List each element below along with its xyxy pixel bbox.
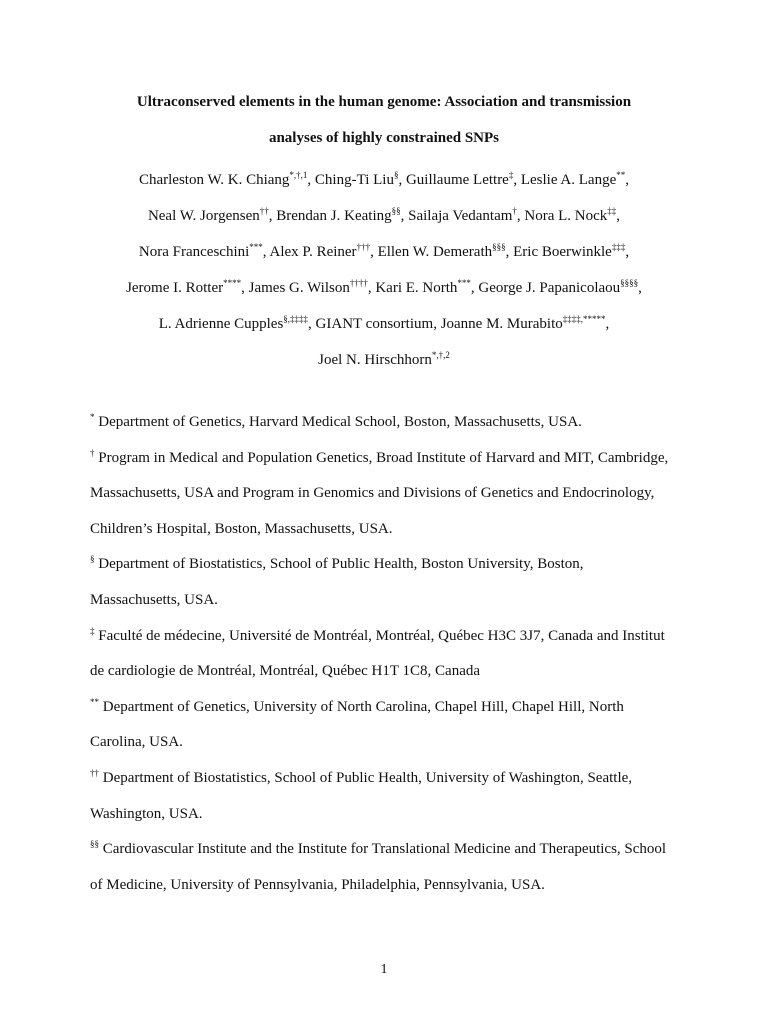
author-affiliation-marker: ††† bbox=[356, 242, 371, 252]
author-name: George J. Papanicolaou bbox=[478, 280, 621, 296]
affiliation bbox=[90, 405, 690, 441]
author-affiliation-marker: *,†,2 bbox=[431, 350, 450, 360]
author-affiliation-marker: †††† bbox=[349, 278, 368, 288]
affiliation-line bbox=[90, 405, 690, 441]
author-affiliation-marker: *** bbox=[249, 242, 263, 252]
affiliation-line bbox=[90, 547, 690, 583]
affiliation-line bbox=[90, 832, 690, 868]
affiliation-text: Program in Medical and Population Genetics, Broad Institute of Harvard and MIT, Cambridge, bbox=[98, 449, 669, 466]
author-separator: , bbox=[398, 172, 406, 188]
affiliation-text: Department of Genetics, Harvard Medical School, Boston, Massachusetts, USA. bbox=[98, 414, 582, 430]
author-separator: , bbox=[616, 208, 621, 224]
affiliation bbox=[90, 619, 690, 690]
author-name: Brendan J. Keating bbox=[276, 208, 392, 224]
author-name: GIANT consortium bbox=[315, 316, 434, 332]
author-name: Nora Franceschini bbox=[138, 244, 250, 260]
affiliation-text: Department of Genetics, University of North Carolina, Chapel Hill, Chapel Hill, North bbox=[102, 698, 624, 715]
affiliation-text: Children’s Hospital, Boston, Massachusetts, USA. bbox=[90, 520, 393, 537]
affiliation-line bbox=[90, 654, 690, 690]
author-separator: , bbox=[308, 316, 316, 332]
author-name: Nora L. Nock bbox=[524, 208, 608, 224]
author-affiliation-marker: §,‡‡‡‡ bbox=[283, 314, 309, 324]
author-line bbox=[0, 306, 768, 342]
author-separator: , bbox=[400, 208, 409, 224]
author-affiliation-marker: ** bbox=[616, 170, 626, 180]
author-name: Eric Boerwinkle bbox=[513, 244, 612, 260]
author-separator: , bbox=[625, 244, 630, 260]
affiliation bbox=[90, 832, 690, 903]
author-name: Ellen W. Demerath bbox=[377, 244, 493, 260]
author-affiliation-marker: †† bbox=[259, 206, 269, 216]
author-separator: , bbox=[241, 280, 249, 296]
author-affiliation-marker: *,†,1 bbox=[289, 170, 308, 180]
author-affiliation-marker: §§§§ bbox=[620, 278, 639, 288]
author-name: Sailaja Vedantam bbox=[408, 208, 513, 224]
affiliation-text: Carolina, USA. bbox=[90, 734, 183, 751]
affiliation-line bbox=[90, 690, 690, 726]
author-affiliation-marker: §§§ bbox=[492, 242, 506, 252]
author-line bbox=[0, 234, 768, 270]
author-affiliation-marker: ‡ bbox=[508, 170, 514, 180]
author-affiliation-marker: § bbox=[393, 170, 399, 180]
author-name: Leslie A. Lange bbox=[520, 172, 617, 188]
affiliation-text: Department of Biostatistics, School of Public Health, University of Washington, Seattle, bbox=[102, 769, 633, 786]
author-separator: , bbox=[638, 280, 642, 296]
affiliation-line bbox=[90, 583, 690, 619]
affiliation-text: Washington, USA. bbox=[90, 805, 203, 822]
affiliation-text: Department of Biostatistics, School of Public Health, Boston University, Boston, bbox=[98, 556, 584, 573]
affiliation-list bbox=[90, 405, 690, 903]
affiliation-marker: †† bbox=[90, 767, 99, 778]
affiliation-marker: ‡ bbox=[90, 625, 95, 636]
author-affiliation-marker: ‡‡ bbox=[607, 206, 617, 216]
paper-title-line-1: Ultraconserved elements in the human genome: Association and transmission bbox=[136, 94, 632, 110]
author-line bbox=[0, 162, 768, 198]
author-separator: , bbox=[625, 172, 629, 188]
affiliation bbox=[90, 690, 690, 761]
author-name: Neal W. Jorgensen bbox=[147, 208, 260, 224]
author-name: L. Adrienne Cupples bbox=[158, 316, 284, 332]
author-separator: , bbox=[268, 208, 277, 224]
author-line bbox=[0, 270, 768, 306]
author-affiliation-marker: ‡‡‡‡,***** bbox=[562, 314, 606, 324]
affiliation-line bbox=[90, 761, 690, 797]
author-separator: , bbox=[505, 244, 514, 260]
author-separator: , bbox=[513, 172, 521, 188]
affiliation-text: of Medicine, University of Pennsylvania, Philadelphia, Pennsylvania, USA. bbox=[90, 876, 545, 893]
author-name: Ching-Ti Liu bbox=[314, 172, 394, 188]
author-separator: , bbox=[470, 280, 479, 296]
author-separator: , bbox=[433, 316, 441, 332]
affiliation-line bbox=[90, 725, 690, 761]
affiliation-line bbox=[90, 476, 690, 512]
affiliation-text: Cardiovascular Institute and the Institute for Translational Medicine and Therapeutics, School bbox=[102, 841, 667, 858]
affiliation-line bbox=[90, 797, 690, 833]
affiliation bbox=[90, 761, 690, 832]
affiliation-marker: § bbox=[90, 554, 95, 565]
affiliation-marker: §§ bbox=[90, 839, 99, 850]
author-name: Joel N. Hirschhorn bbox=[318, 352, 432, 368]
affiliation-marker: * bbox=[90, 412, 95, 422]
affiliation-text: de cardiologie de Montréal, Montréal, Québec H1T 1C8, Canada bbox=[90, 663, 481, 680]
author-separator: , bbox=[370, 244, 378, 260]
author-name: Joanne M. Murabito bbox=[440, 316, 563, 332]
affiliation bbox=[90, 441, 690, 548]
author-line bbox=[0, 342, 768, 378]
affiliation-line bbox=[90, 512, 690, 548]
author-line bbox=[0, 198, 768, 234]
author-affiliation-marker: ‡‡‡ bbox=[611, 242, 626, 252]
affiliation-text: Massachusetts, USA and Program in Genomics and Divisions of Genetics and Endocrinology, bbox=[90, 485, 655, 502]
author-separator: , bbox=[516, 208, 525, 224]
author-name: James G. Wilson bbox=[248, 280, 350, 296]
author-name: Alex P. Reiner bbox=[269, 244, 357, 260]
author-name: Kari E. North bbox=[375, 280, 458, 296]
author-separator: , bbox=[367, 280, 376, 296]
author-affiliation-marker: † bbox=[512, 206, 517, 216]
paper-title-line-2: analyses of highly constrained SNPs bbox=[268, 130, 500, 146]
author-affiliation-marker: §§ bbox=[391, 206, 401, 216]
affiliation-text: Massachusetts, USA. bbox=[90, 591, 218, 608]
author-list bbox=[0, 162, 768, 378]
affiliation-text: Faculté de médecine, Université de Montréal, Montréal, Québec H3C 3J7, Canada and Institut bbox=[98, 627, 665, 644]
affiliation-line bbox=[90, 441, 690, 477]
author-separator: , bbox=[307, 172, 315, 188]
affiliation-marker: † bbox=[90, 447, 95, 458]
affiliation-line bbox=[90, 868, 690, 904]
author-separator: , bbox=[605, 316, 610, 332]
author-name: Charleston W. K. Chiang bbox=[138, 172, 290, 188]
author-name: Guillaume Lettre bbox=[405, 172, 509, 188]
affiliation bbox=[90, 547, 690, 618]
author-name: Jerome I. Rotter bbox=[126, 280, 224, 296]
affiliation-line bbox=[90, 619, 690, 655]
author-separator: , bbox=[262, 244, 270, 260]
author-affiliation-marker: *** bbox=[457, 278, 471, 288]
affiliation-marker: ** bbox=[90, 696, 99, 707]
author-affiliation-marker: **** bbox=[223, 278, 242, 288]
page-number: 1 bbox=[380, 962, 388, 977]
